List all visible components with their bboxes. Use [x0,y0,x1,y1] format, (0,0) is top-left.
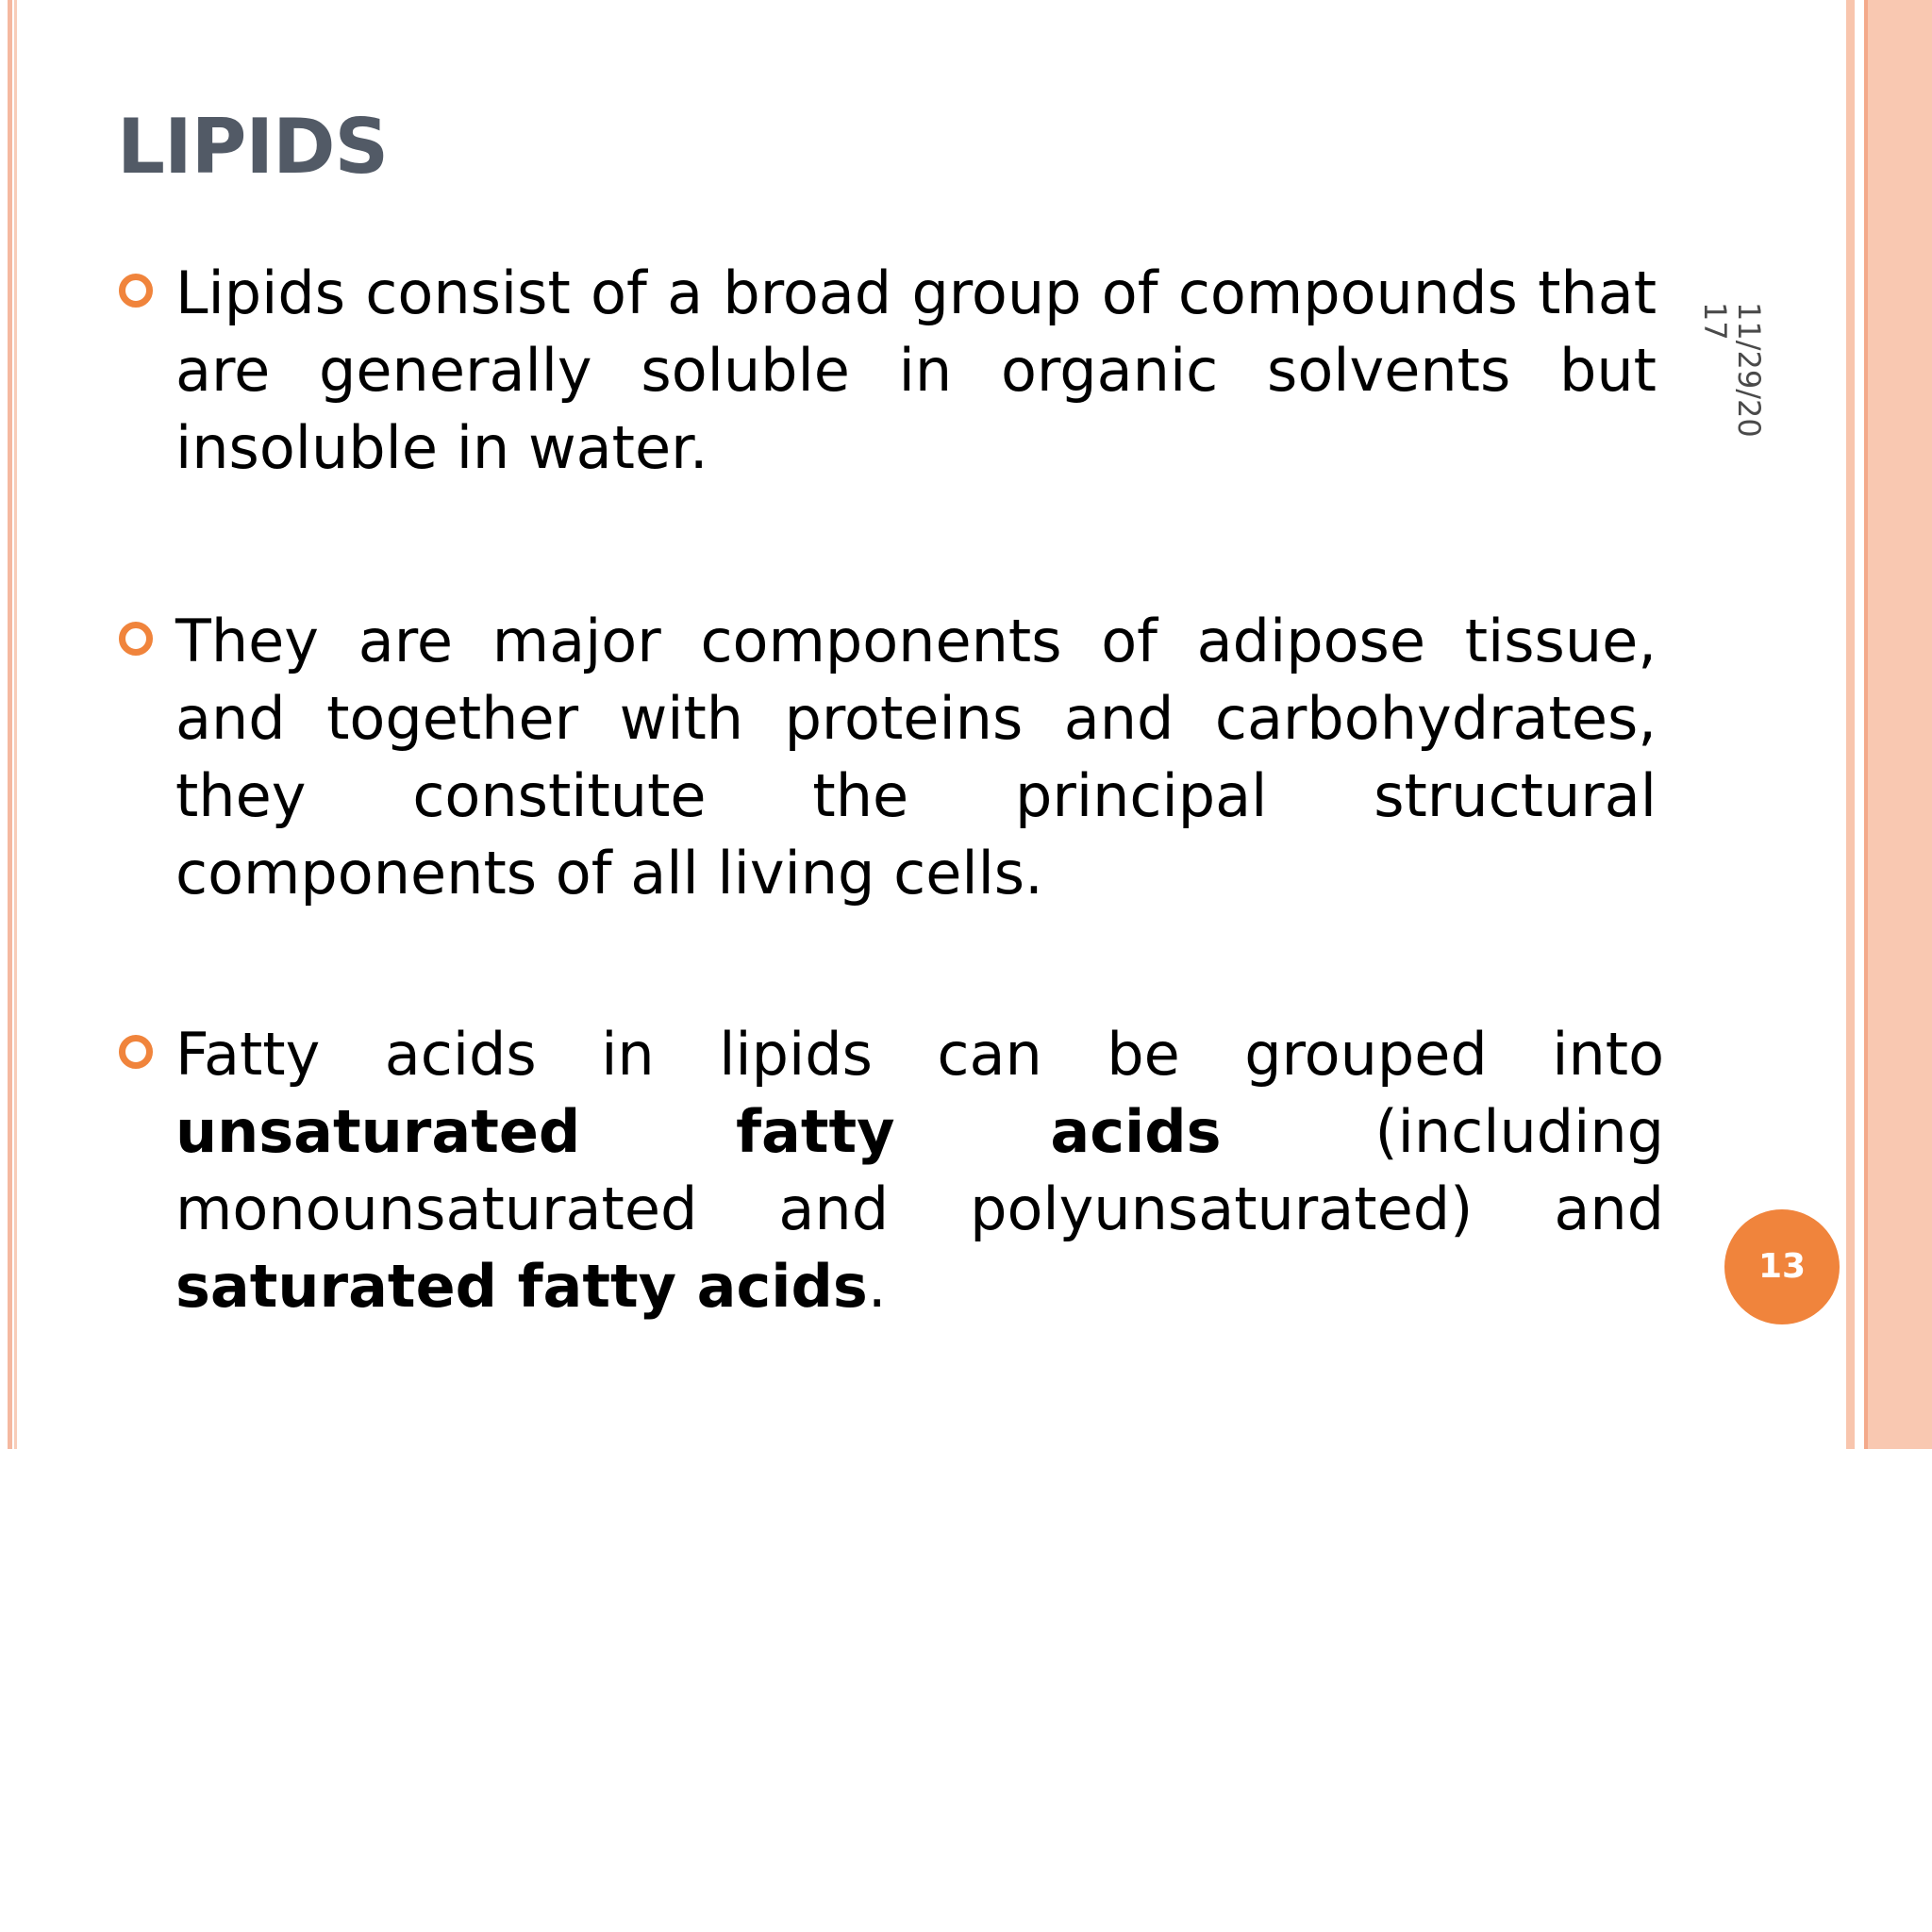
bullet-bold-term: unsaturated fatty acids [175,1097,1222,1166]
bullet-item [117,255,1657,487]
left-border-stripe [8,0,12,1449]
bullet-text-part: (including monounsaturated and polyunsaturated) and [175,1097,1664,1243]
bullet-item [117,603,1657,912]
bullet-item [117,1016,1664,1325]
ring-bullet-icon [119,274,153,308]
slide-number-badge: 13 [1724,1209,1840,1324]
ring-bullet-icon [119,1035,153,1069]
bullet-bold-term: saturated fatty acids [175,1252,868,1321]
slide-date: 11/29/2017 [1697,302,1767,438]
bullet-text: They are major components of adipose tissue, and together with proteins and carbohydrates, they constitute the principal structural components of all living cells. [175,607,1657,908]
bullet-text-part: . [867,1252,887,1321]
bullet-text: Lipids consist of a broad group of compounds that are generally soluble in organic solvents but insoluble in water. [175,258,1657,482]
slide-title: LIPIDS [117,103,389,191]
bullet-text-part: Fatty acids in lipids can be grouped into [175,1020,1664,1089]
bullet-list [117,255,1664,1325]
right-border-stripe-inner [1846,0,1855,1449]
right-border-band [1868,0,1932,1449]
left-border-stripe-inner [14,0,17,1449]
ring-bullet-icon [119,622,153,656]
